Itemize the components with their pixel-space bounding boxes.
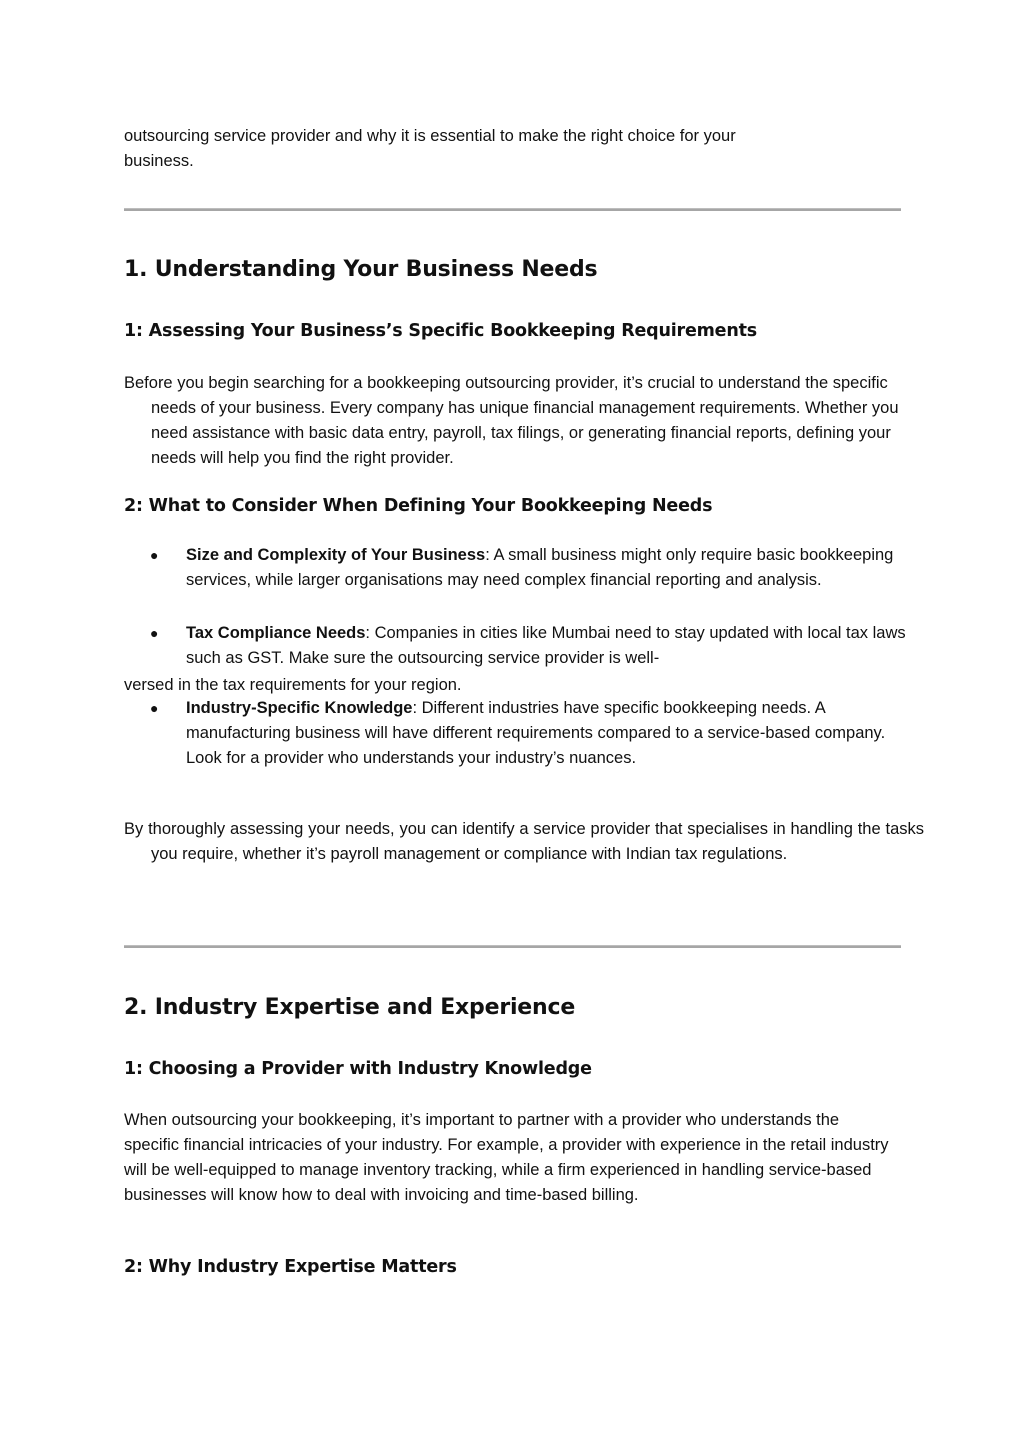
list-item — [150, 621, 910, 671]
bullet-icon: ● — [150, 700, 159, 716]
section-2-heading: 2. Industry Expertise and Experience — [124, 995, 576, 1020]
list-item-description: : A small business might only require basic bookkeeping services, while larger organisations may need complex financial reporting and analysis. — [186, 546, 894, 589]
list-item — [150, 543, 910, 618]
section-1-closing-paragraph: By thoroughly assessing your needs, you can identify a service provider that specialises in handling the tasks you require, whether it’s payroll management or compliance with Indian tax regulations. — [124, 820, 924, 863]
section-2-subheading-2: 2: Why Industry Expertise Matters — [124, 1257, 457, 1277]
intro-paragraph — [124, 124, 904, 174]
section-1-heading: 1. Understanding Your Business Needs — [124, 257, 598, 282]
list-item-text — [186, 696, 906, 771]
section-divider — [124, 208, 901, 211]
bullet-icon: ● — [150, 625, 159, 641]
section-2-subheading-1: 1: Choosing a Provider with Industry Knowledge — [124, 1059, 592, 1079]
intro-line-1: outsourcing service provider and why it is essential to make the right choice for your — [124, 127, 736, 145]
section-1-subheading-2: 2: What to Consider When Defining Your Bookkeeping Needs — [124, 496, 713, 516]
bullet-icon: ● — [150, 547, 159, 563]
section-1-subheading-1: 1: Assessing Your Business’s Specific Bookkeeping Requirements — [124, 321, 757, 341]
list-item — [150, 696, 910, 796]
list-item-description: : Companies in cities like Mumbai need to stay updated with local tax laws such as GST. Make sure the outsourcing service provider is well- — [186, 624, 906, 667]
list-item-term: Size and Complexity of Your Business — [186, 546, 486, 564]
list-item-overflow-line: versed in the tax requirements for your region. — [124, 676, 462, 694]
section-divider — [124, 945, 901, 948]
list-item-term: Tax Compliance Needs — [186, 624, 366, 642]
list-item-description: : Different industries have specific bookkeeping needs. A manufacturing business will have different requirements compared to a service-based company. Look for a provider who understands your industry’s nuances. — [186, 699, 886, 767]
list-item-text — [186, 621, 906, 671]
list-item-term: Industry-Specific Knowledge — [186, 699, 413, 717]
section-1-paragraph: Before you begin searching for a bookkeeping outsourcing provider, it’s crucial to understand the specific needs of your business. Every company has unique financial management requirements. Whether you need assistance with basic data entry, payroll, tax filings, or generating financial reports, defining your needs will help you find the right provider. — [124, 374, 899, 467]
section-2-paragraph: When outsourcing your bookkeeping, it’s important to partner with a provider who understands the specific financial intricacies of your industry. For example, a provider with experience in the retail industry will be well-equipped to manage inventory tracking, while a firm experienced in handling service-based businesses will know how to deal with invoicing and time-based billing. — [124, 1111, 889, 1204]
list-item-text — [186, 543, 906, 593]
intro-line-2: business. — [124, 152, 194, 170]
